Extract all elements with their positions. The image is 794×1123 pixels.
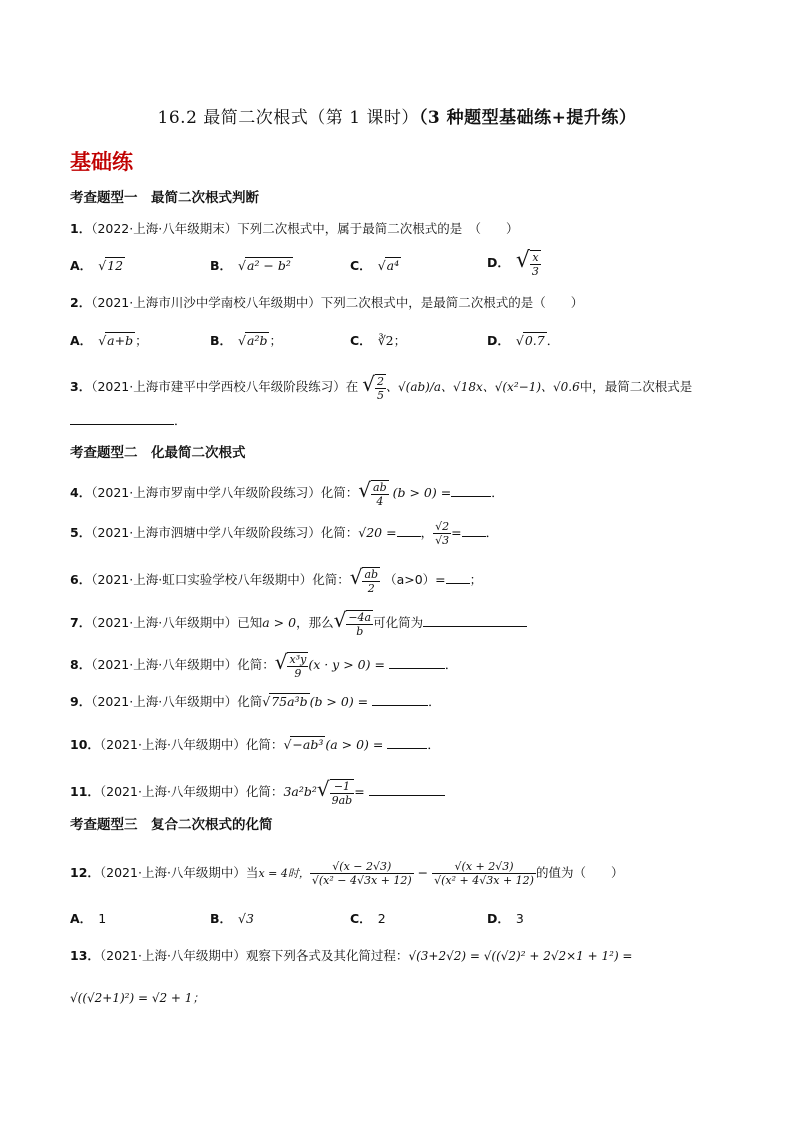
question-6: 6．（2021·上海·虹口实验学校八年级期中）化简：√ $\frac{ab}{2}$ （a>0）= ； [70, 565, 483, 595]
question-11: 11．（2021·上海·八年级期中）化简：3a²b²√ $\frac{-1}{9ab}$ = [70, 777, 445, 807]
answer-blank[interactable] [387, 748, 427, 749]
page-title [0, 103, 794, 128]
option-d[interactable]: D． √ $\frac{x}{3}$ [487, 248, 539, 278]
question-13: 13．（2021·上海·八年级期中）观察下列各式及其化简过程：√(3+2√2) = √((√2)² + 2√2×1 + 1²) = [70, 948, 633, 963]
option-a[interactable]: A． √a+b ； [70, 333, 148, 348]
question-10: 10．（2021·上海·八年级期中）化简：√−ab³ (a > 0) = ． [70, 737, 440, 752]
question-8: 8．（2021·上海·八年级期中）化简：√ $\frac{\text{x³y}}{9}$ (x · y > 0) = ． [70, 650, 458, 680]
question-2: 2．（2021·上海市川沙中学南校八年级期中）下列二次根式中，是最简二次根式的是（ ） [70, 295, 584, 310]
question-3: 3．（2021·上海市建平中学西校八年级阶段练习）在 √ $\frac{2}{5}$ 、√(ab)/a、√18x、√(x²−1)、√0.6中，最简二次根式是 [70, 372, 693, 402]
answer-blank[interactable] [70, 424, 174, 425]
title-main: 16.2 最简二次根式（第 1 课时） [157, 108, 419, 128]
answer-blank[interactable] [369, 795, 445, 796]
option-c[interactable]: C． 2 [350, 911, 386, 926]
option-d[interactable]: D． 3 [487, 911, 524, 926]
option-a[interactable]: A． √12 [70, 258, 124, 273]
answer-blank[interactable] [389, 668, 445, 669]
question-4: 4．（2021·上海市罗南中学八年级阶段练习）化简：√ $\frac{ab}{4}$ (b > 0) = ． [70, 478, 504, 508]
option-b[interactable]: B． √a²b ； [210, 333, 282, 348]
option-a[interactable]: A． 1 [70, 911, 107, 926]
question-1: 1．（2022·上海·八年级期末）下列二次根式中，属于最简二次根式的是 （ ） [70, 221, 519, 236]
question-13-line-2: √((√2+1)²) = √2 + 1； [70, 991, 205, 1005]
question-9: 9．（2021·上海·八年级期中）化简√75a³b (b > 0) = ． [70, 694, 441, 709]
question-12: 12．（2021·上海·八年级期中）当x = 4时， $\frac{√(x - 2√3)}{\text{√(x² − 4√3x + 12)}}$ − $\frac{√(x + 2√3)}{\text{√(x² + 4√3x + 12)}}$ 的值为（ ） [70, 860, 624, 887]
answer-blank-1[interactable] [397, 536, 421, 537]
topic-heading-1: 考查题型一 最简二次根式判断 [70, 190, 259, 206]
topic-heading-2: 考查题型二 化最简二次根式 [70, 445, 246, 461]
option-b[interactable]: B． √a² − b² [210, 258, 291, 273]
section-heading: 基础练 [70, 150, 133, 174]
question-7: 7．（2021·上海·八年级期中）已知a > 0，那么√ $\frac{-4a}{b}$ 可化简为 [70, 608, 527, 638]
option-b[interactable]: B． √3 [210, 911, 254, 926]
answer-blank[interactable] [372, 705, 428, 706]
question-3-answer: ． [70, 411, 187, 429]
topic-heading-3: 考查题型三 复合二次根式的化简 [70, 817, 273, 833]
option-d[interactable]: D． √0.7 ． [487, 333, 560, 348]
question-5: 5．（2021·上海市泗塘中学八年级阶段练习）化简：√20 = ， $\frac{√2}{√3}$ = ． [70, 520, 499, 547]
title-subtitle: （3 种题型基础练+提升练） [418, 108, 637, 128]
answer-blank-2[interactable] [462, 536, 486, 537]
option-c[interactable]: C． √a⁴ [350, 258, 400, 273]
option-c[interactable]: C． ∛2； [350, 333, 407, 348]
answer-blank[interactable] [451, 496, 491, 497]
answer-blank[interactable] [446, 583, 470, 584]
answer-blank[interactable] [423, 626, 527, 627]
